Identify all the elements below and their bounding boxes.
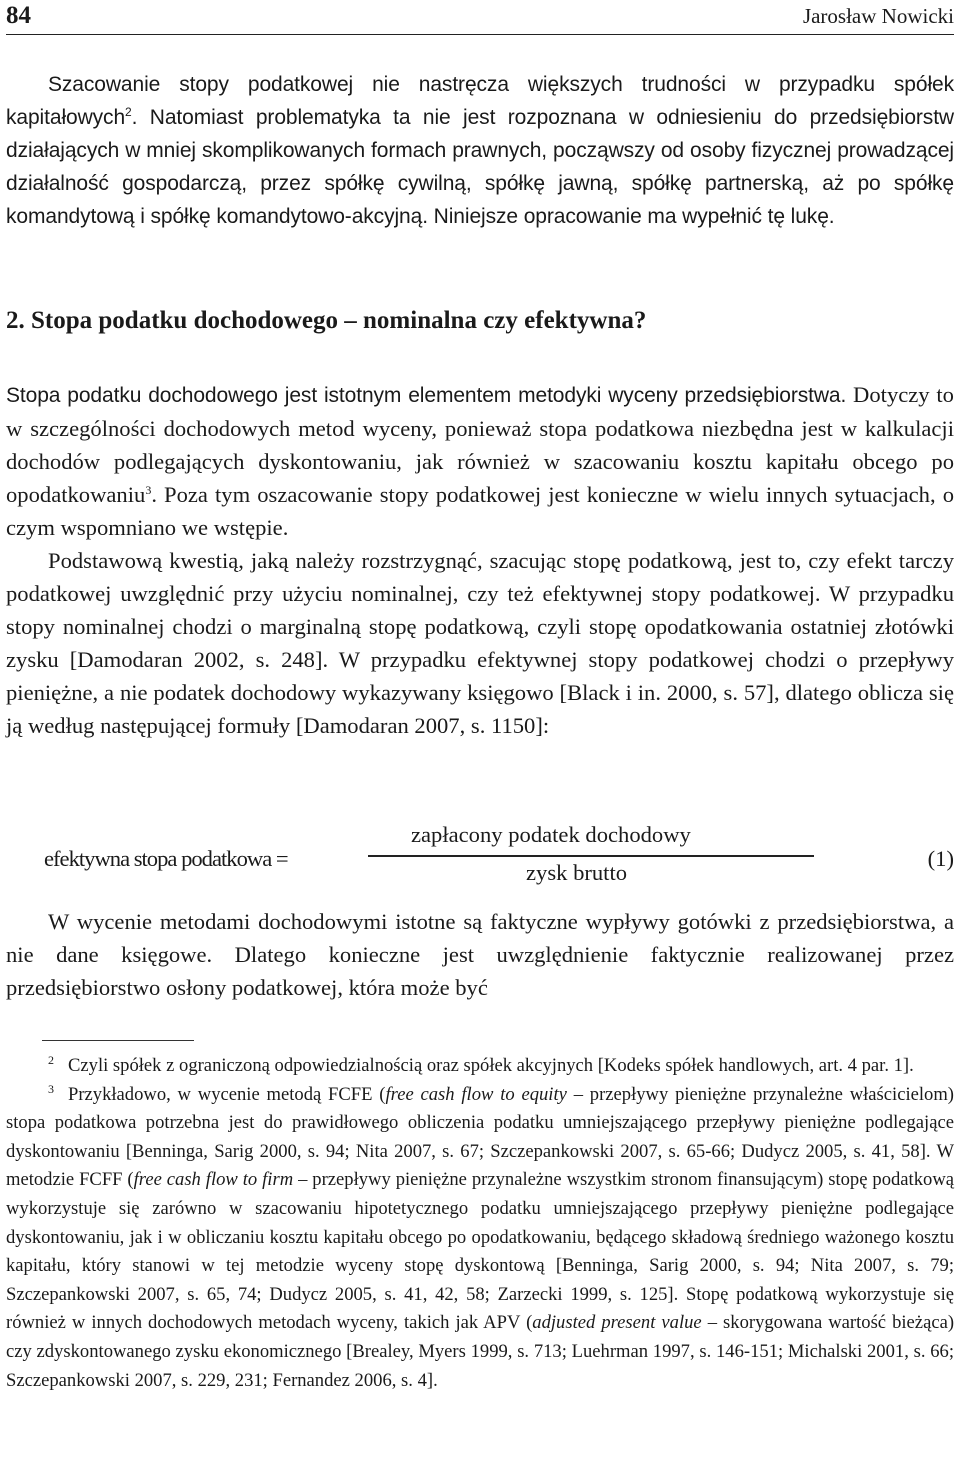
formula-numerator: zapłacony podatek dochodowy <box>411 822 691 847</box>
footnote-2 <box>6 1052 954 1081</box>
footnote-3-term-fcff: free cash flow to firm <box>133 1169 294 1191</box>
footnote-3-term-fcfe: free cash flow to equity <box>385 1083 567 1105</box>
footnote-2-text: Czyli spółek z ograniczoną odpowiedzialnością oraz spółek akcyjnych [Kodeks spółek handlowych, art. 4 par. 1]. <box>68 1055 914 1076</box>
footnotes <box>6 1052 954 1395</box>
formula-lhs: efektywna stopa podatkowa = <box>44 846 288 871</box>
page-header <box>6 0 954 35</box>
footnote-3-text-b: – przepływy pieniężne przynależne właścicielom) stopa podatkowa potrzebna jest do prawidłowego obliczenia podatku umniejszającego przepływy pieniężne podlegające dyskontowaniu [Benninga, Sarig 2000, s. 94; Nita 2007, s. 67; Szczepankowski 2007, s. 65-66; Dudycz 2005, s. 41, 58]. W metodzie FCFF ( <box>6 1083 954 1191</box>
footnote-2-mark: 2 <box>48 1053 54 1067</box>
section-heading: 2. Stopa podatku dochodowego – nominalna czy efektywna? <box>6 307 647 334</box>
intro-text-a: Szacowanie stopy podatkowej nie nastręcza większych trudności w przypadku spółek kapitałowych <box>6 73 954 129</box>
after-formula-paragraph: W wycenie metodami dochodowymi istotne są faktyczne wypływy gotówki z przedsiębiorstwa, a nie dane księgowe. Dlatego konieczne jest uwzględnienie faktycznie realizowanej przez przedsiębiorstwo osłony podatkowej, która może być <box>6 909 954 1000</box>
running-head-author: Jarosław Nowicki <box>802 4 954 28</box>
intro-section <box>6 68 954 233</box>
section-body <box>6 378 954 742</box>
footnote-3-term-apv: adjusted present value <box>532 1312 702 1334</box>
formula-efektywna-stopa <box>6 822 954 894</box>
section-paragraph-1 <box>6 378 954 544</box>
footnote-3-text-c: – przepływy pieniężne przynależne wszystkim stronom finansującym) stopę podatkową wykorzystuje się zarówno w szacowaniu hipotetycznego podatku umniejszającego przepływy pieniężne podlegające dyskontowaniu, jak i w obliczaniu kosztu kapitału obcego po opodatkowaniu, będącego składową średniego ważonego kosztu kapitału, który stanowi w tej metodzie wyceny stopę dyskontową [Benninga, Sarig 2000, s. 94; Nita 2007, s. 79; Szczepankowski 2007, s. 65, 74; Dudycz 2005, s. 41, 42, 58; Zarzecki 1999, s. 125]. Stopę podatkową wykorzystuje się również w innych dochodowych metodach wyceny, takich jak APV ( <box>6 1169 954 1334</box>
page-number: 84 <box>6 2 31 29</box>
footnote-3-text-a: Przykładowo, w wycenie metodą FCFE ( <box>68 1083 386 1105</box>
footnote-3-mark: 3 <box>48 1081 54 1096</box>
section-text-b: . Poza tym oszacowanie stopy podatkowej jest konieczne w wielu innych sytuacjach, o czym wspomniano we wstępie. <box>6 482 954 540</box>
section-paragraph-2: Podstawową kwestią, jaką należy rozstrzygnąć, szacując stopę podatkową, jest to, czy efekt tarczy podatkowej uwzględnić przy użyciu nominalnej, czy też efektywnej stopy podatkowej. W przypadku stopy nominalnej chodzi o marginalną stopę podatkową, czyli stopę opodatkowania ostatniej złotówki zysku [Damodaran 2002, s. 248]. W przypadku efektywnej stopy podatkowej chodzi o przepływy pieniężne, a nie podatek dochodowy wykazywany księgowo [Black i in. 2000, s. 57], dlatego oblicza się ją według następującej formuły [Damodaran 2007, s. 1150]: <box>6 548 954 738</box>
footnote-3-text-d: – skorygowana wartość bieżąca) czy zdyskontowanego zysku ekonomicznego [Brealey, Myers 1999, s. 713; Luehrman 1997, s. 146-151; Michalski 2001, s. 66; Szczepankowski 2007, s. 229, 231; Fernandez 2006, s. 4]. <box>6 1312 955 1391</box>
section-lead-sans: Stopa podatku dochodowego jest istotnym elementem metodyki wyceny przedsiębiorstwa. <box>6 384 847 407</box>
footnote-ref-2[interactable]: 2 <box>125 105 132 119</box>
intro-text-b: . Natomiast problematyka ta nie jest rozpoznana w odniesieniu do przedsiębiorstw działających w mniej skomplikowanych formach prawnych, począwszy od osoby fizycznej prowadzącej działalność gospodarczą, przez spółkę cywilną, spółkę jawną, spółkę partnerską, aż po spółkę komandytową i spółkę komandytowo-akcyjną. Niniejsze opracowanie ma wypełnić tę lukę. <box>6 106 954 228</box>
formula-denominator: zysk brutto <box>526 860 628 885</box>
equation-number: (1) <box>927 846 954 871</box>
after-formula-section <box>6 905 954 1004</box>
footnote-3 <box>6 1081 954 1396</box>
footnote-separator <box>42 1040 194 1041</box>
fraction-bar <box>368 855 814 857</box>
section-text-a: Dotyczy to w szczególności dochodowych metod wyceny, ponieważ stopa podatkowa niezbędna jest w kalkulacji dochodów podlegających dyskontowaniu, jak również w szacowaniu kosztu kapitału obcego po opodatkowaniu <box>6 382 954 507</box>
intro-paragraph <box>6 68 954 233</box>
footnote-ref-3[interactable]: 3 <box>145 483 152 497</box>
